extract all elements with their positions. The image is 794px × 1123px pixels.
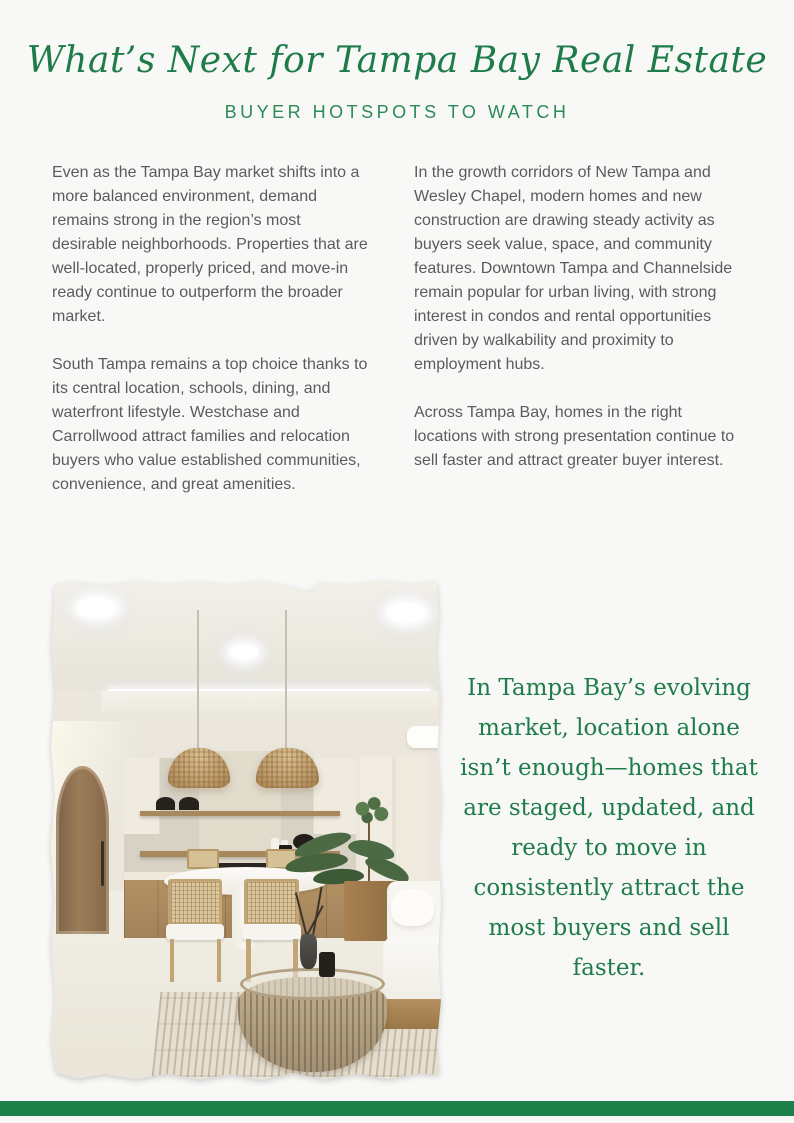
left-paragraph-2: South Tampa remains a top choice thanks to its central location, schools, dining, and waterfront lifestyle. Westchase and Carrollwood attract families and relocation buyers who value established communities, convenience, and great amenities. — [52, 356, 368, 493]
photo-chair-leg — [170, 939, 175, 982]
photo-ac-unit — [407, 726, 442, 749]
photo-chair-cushion — [242, 924, 301, 940]
right-paragraph-2: Across Tampa Bay, homes in the right locations with strong presentation continue to sell faster and attract greater buyer interest. — [414, 404, 735, 469]
interior-photo-scene — [50, 580, 442, 1082]
photo-sofa-seat — [383, 936, 442, 1001]
left-column — [52, 161, 368, 521]
photo-coffee-table-top — [240, 968, 385, 1001]
right-paragraph-1: In the growth corridors of New Tampa and Wesley Chapel, modern homes and new construction are drawing steady activity as buyers seek value, space, and community features. Downtown Tampa and Channelside remain popular for urban living, with strong interest in condos and rental opportunities driven by walkability and proximity to employment hubs. — [414, 164, 733, 373]
left-paragraph-1: Even as the Tampa Bay market shifts into a more balanced environment, demand remains strong in the region’s most desirable neighborhoods. Properties that are well-located, properly priced, and move-in ready continue to outperform the broader market. — [52, 164, 368, 325]
page-title: What’s Next for Tampa Bay Real Estate — [26, 40, 768, 81]
pull-quote: In Tampa Bay’s evolving market, location alone isn’t enough—homes that are staged, updated, and ready to move in consistently attract the most buyers and sell faster. — [460, 675, 758, 981]
interior-photo — [50, 580, 442, 1082]
photo-chair-cushion — [166, 924, 225, 940]
photo-black-candle — [319, 952, 335, 976]
right-column — [414, 161, 744, 521]
photo-sofa-pillow — [391, 889, 434, 927]
footer-accent-bar — [0, 1101, 794, 1116]
photo-dining-chair — [168, 879, 223, 927]
body-columns — [52, 161, 744, 521]
photo-wood-shelf — [140, 811, 340, 817]
photo-pendant-cord — [285, 610, 287, 751]
photo-dining-chair — [187, 849, 218, 869]
photo-upper-cabinet-left — [124, 758, 159, 833]
photo-pendant-cord — [197, 610, 199, 751]
photo-vase — [300, 934, 316, 969]
photo-black-bowl — [156, 797, 176, 810]
photo-ceiling — [50, 580, 442, 690]
photo-sofa-wood-base — [379, 999, 442, 1029]
photo-black-bowl — [179, 797, 199, 810]
photo-recessed-light — [77, 598, 116, 618]
photo-upper-cabinet-right — [313, 758, 356, 833]
page-subtitle: BUYER HOTSPOTS TO WATCH — [224, 102, 570, 122]
photo-recessed-light — [387, 603, 426, 623]
photo-chair-leg — [217, 939, 222, 982]
photo-soffit — [101, 691, 438, 721]
photo-door-handle — [101, 841, 104, 886]
photo-dining-chair — [244, 879, 299, 927]
